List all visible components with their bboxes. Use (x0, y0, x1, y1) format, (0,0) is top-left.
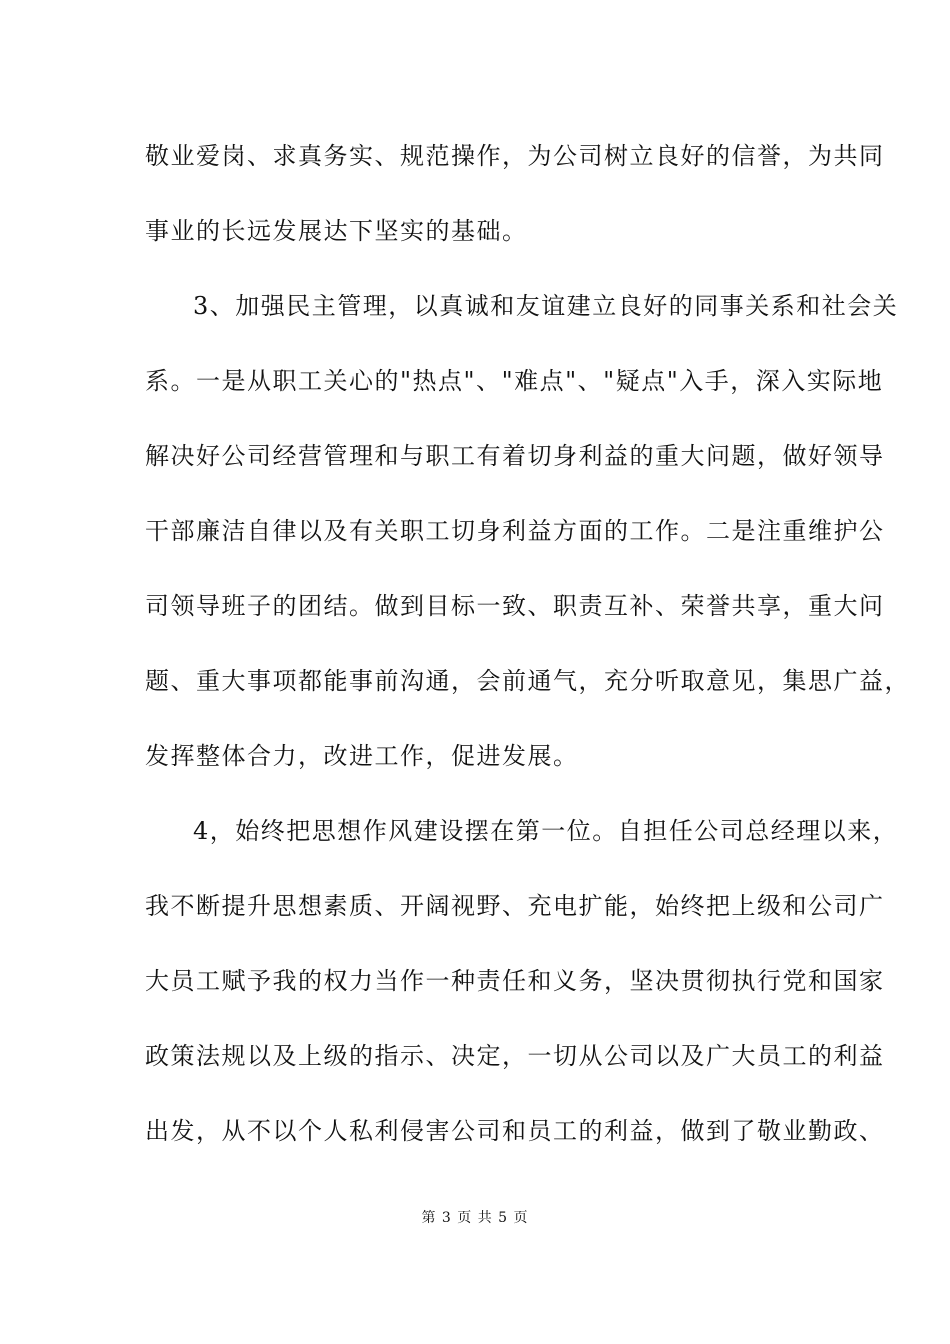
paragraph-3-line-7: 发挥整体合力，改进工作，促进发展。 (145, 742, 579, 770)
paragraph-4-line-2: 我不断提升思想素质、开阔视野、充电扩能，始终把上级和公司广 (145, 892, 885, 920)
paragraph-4-line-5: 出发，从不以个人私利侵害公司和员工的利益，做到了敬业勤政、 (145, 1117, 885, 1145)
paragraph-3-line-5: 司领导班子的团结。做到目标一致、职责互补、荣誉共享，重大问 (145, 592, 885, 620)
body-line-2: 事业的长远发展达下坚实的基础。 (145, 217, 528, 245)
paragraph-3-line-4: 干部廉洁自律以及有关职工切身利益方面的工作。二是注重维护公 (145, 517, 885, 545)
paragraph-3-line-1: 3、加强民主管理，以真诚和友谊建立良好的同事关系和社会关 (193, 292, 899, 320)
paragraph-3-line-6: 题、重大事项都能事前沟通，会前通气，充分听取意见，集思广益， (145, 667, 910, 695)
body-line-1: 敬业爱岗、求真务实、规范操作，为公司树立良好的信誉，为共同 (145, 142, 885, 170)
paragraph-3-line-2: 系。一是从职工关心的"热点"、"难点"、"疑点"入手，深入实际地 (145, 367, 884, 395)
paragraph-4-line-3: 大员工赋予我的权力当作一种责任和义务，坚决贯彻执行党和国家 (145, 967, 885, 995)
paragraph-4-line-1: 4，始终把思想作风建设摆在第一位。自担任公司总经理以来， (193, 817, 899, 845)
page-number-footer: 第 3 页 共 5 页 (421, 1210, 529, 1226)
paragraph-4-line-4: 政策法规以及上级的指示、决定，一切从公司以及广大员工的利益 (145, 1042, 885, 1070)
paragraph-3-line-3: 解决好公司经营管理和与职工有着切身利益的重大问题，做好领导 (145, 442, 885, 470)
